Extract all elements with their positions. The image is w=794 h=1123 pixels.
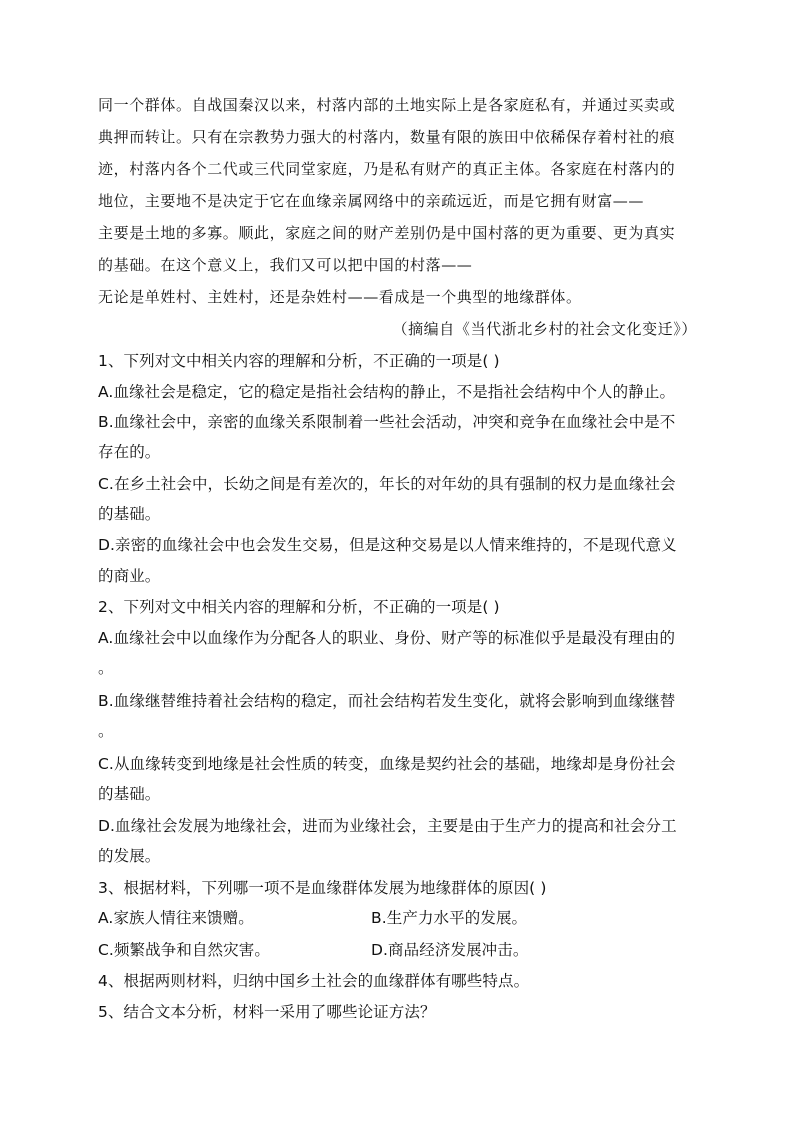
question-2-option-c: C.从血缘转变到地缘是社会性质的转变，血缘是契约社会的基础，地缘却是身份社会 <box>98 755 676 773</box>
question-3-option-b: B.生产力水平的发展。 <box>371 909 528 927</box>
question-2-option-a-cont: 。 <box>98 659 114 677</box>
question-2-stem: 2、下列对文中相关内容的理解和分析，不正确的一项是( ) <box>98 598 500 616</box>
question-1-option-c-cont: 的基础。 <box>98 505 161 523</box>
question-2-option-d-cont: 的发展。 <box>98 847 161 865</box>
question-5-stem: 5、结合文本分析，材料一采用了哪些论证方法？ <box>98 1003 436 1021</box>
passage-line-6: 的基础。在这个意义上，我们又可以把中国的村落—— <box>98 256 473 274</box>
passage-line-5: 主要是土地的多寡。顺此，家庭之间的财产差别仍是中国村落的更为重要、更为真实 <box>98 224 676 242</box>
passage-line-7: 无论是单姓村、主姓村，还是杂姓村——看成是一个典型的地缘群体。 <box>98 288 582 306</box>
question-3-row-1 <box>98 906 698 928</box>
question-4-stem: 4、根据两则材料，归纳中国乡土社会的血缘群体有哪些特点。 <box>98 972 530 990</box>
question-2-option-d: D.血缘社会发展为地缘社会，进而为业缘社会，主要是由于生产力的提高和社会分工 <box>98 817 677 835</box>
question-3-stem: 3、根据材料，下列哪一项不是血缘群体发展为地缘群体的原因( ) <box>98 879 547 897</box>
question-2-option-b: B.血缘继替维持着社会结构的稳定，而社会结构若发生变化，就将会影响到血缘继替 <box>98 692 676 710</box>
question-3-option-d: D.商品经济发展冲击。 <box>371 941 529 959</box>
question-3-option-a: A.家族人情往来馈赠。 <box>98 909 254 927</box>
passage-line-4: 地位，主要地不是决定于它在血缘亲属网络中的亲疏远近，而是它拥有财富—— <box>98 192 645 210</box>
question-3-option-c: C.频繁战争和自然灾害。 <box>98 941 270 959</box>
question-1-option-d: D.亲密的血缘社会中也会发生交易，但是这种交易是以人情来维持的，不是现代意义 <box>98 536 677 554</box>
question-1-option-c: C.在乡土社会中，长幼之间是有差次的，年长的对年幼的具有强制的权力是血缘社会 <box>98 475 676 493</box>
question-2-option-b-cont: 。 <box>98 722 114 740</box>
question-1-option-a: A.血缘社会是稳定，它的稳定是指社会结构的静止，不是指社会结构中个人的静止。 <box>98 383 676 401</box>
passage-source: （摘编自《当代浙北乡村的社会文化变迁》） <box>392 320 697 338</box>
question-1-stem: 1、下列对文中相关内容的理解和分析，不正确的一项是( ) <box>98 352 500 370</box>
question-1-option-b: B.血缘社会中，亲密的血缘关系限制着一些社会活动，冲突和竞争在血缘社会中是不 <box>98 413 676 431</box>
passage-line-2: 典押而转让。只有在宗教势力强大的村落内，数量有限的族田中依稀保存着村社的痕 <box>98 128 676 146</box>
passage-line-3: 迹，村落内各个二代或三代同堂家庭，乃是私有财产的真正主体。各家庭在村落内的 <box>98 160 676 178</box>
question-2-option-a: A.血缘社会中以血缘作为分配各人的职业、身份、财产等的标准似乎是最没有理由的 <box>98 629 676 647</box>
passage-line-1: 同一个群体。自战国秦汉以来，村落内部的土地实际上是各家庭私有，并通过买卖或 <box>98 96 676 114</box>
question-1-option-d-cont: 的商业。 <box>98 567 161 585</box>
question-3-row-2 <box>98 938 698 960</box>
question-1-option-b-cont: 存在的。 <box>98 443 161 461</box>
question-2-option-c-cont: 的基础。 <box>98 785 161 803</box>
